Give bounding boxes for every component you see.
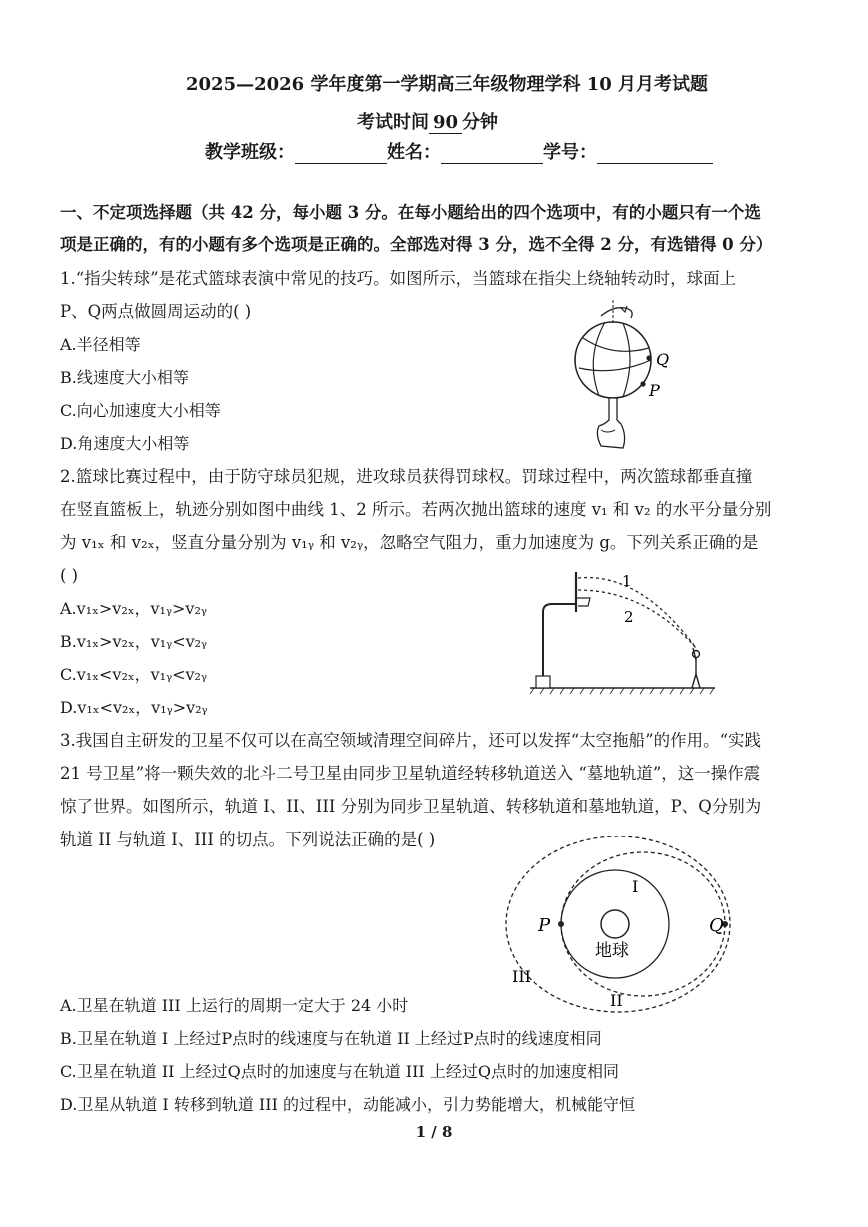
stand-base [536, 676, 550, 688]
stand-pole [543, 604, 576, 676]
class-label: 教学班级： [205, 142, 295, 163]
q3-orbit-figure [500, 836, 740, 1016]
point-p [558, 921, 564, 927]
q3-stem-line1: 3.我国自主研发的卫星不仅可以在高空领域清理空间碎片，还可以发挥“太空拖船”的作用。“实践 [60, 731, 762, 750]
q3-option-d[interactable]: D.卫星从轨道 I 转移到轨道 III 的过程中，动能减小，引力势能增大，机械能守恒 [60, 1095, 635, 1114]
trajectory-2 [578, 590, 696, 648]
section-intro-line2: 项是正确的，有的小题有多个选项是正确的。全部选对得 3 分，选不全得 2 分，有选错得 0 分） [60, 235, 773, 254]
hoop [576, 598, 590, 606]
q2-option-b[interactable]: B.v₁ₓ>v₂ₓ，v₁ᵧ<v₂ᵧ [60, 632, 208, 651]
q2-option-c[interactable]: C.v₁ₓ<v₂ₓ，v₁ᵧ<v₂ᵧ [60, 665, 207, 684]
time-suffix: 分钟 [462, 112, 499, 133]
basketball-icon [575, 322, 651, 398]
earth-label: 地球 [595, 941, 629, 961]
q2-stem-line1: 2.篮球比赛过程中，由于防守球员犯规，进攻球员获得罚球权。罚球过程中，两次篮球都垂直撞 [60, 467, 753, 486]
orbit-ii [561, 852, 725, 996]
time-value: 90 [429, 112, 462, 134]
q3-option-c[interactable]: C.卫星在轨道 II 上经过Q点时的加速度与在轨道 III 上经过Q点时的加速度相同 [60, 1062, 619, 1081]
q2-stem-line4: ( ) [60, 566, 79, 585]
curve-label-1: 1 [622, 572, 632, 590]
q1-option-d[interactable]: D.角速度大小相等 [60, 434, 190, 453]
name-blank[interactable] [441, 143, 543, 164]
fig-label-p: P [649, 381, 660, 400]
q3-stem-line2: 21 号卫星”将一颗失效的北斗二号卫星由同步卫星轨道经转移轨道送入 “墓地轨道”，这一操作震 [60, 764, 761, 783]
q3-stem-line4: 轨道 II 与轨道 I、III 的切点。下列说法正确的是( ) [60, 830, 436, 849]
q2-stem-line3: 为 v₁ₓ 和 v₂ₓ，竖直分量分别为 v₁ᵧ 和 v₂ᵧ，忽略空气阻力，重力加速度为 g。下列关系正确的是 [60, 533, 759, 552]
label-orbit-iii: III [512, 967, 531, 986]
player-icon [692, 648, 700, 688]
q3-option-b[interactable]: B.卫星在轨道 I 上经过P点时的线速度与在轨道 II 上经过P点时的线速度相同 [60, 1029, 602, 1048]
curve-label-2: 2 [624, 608, 634, 626]
q3-stem-line3: 惊了世界。如图所示，轨道 I、II、III 分别为同步卫星轨道、转移轨道和墓地轨道，P、Q分别为 [60, 797, 762, 816]
q1-option-a[interactable]: A.半径相等 [60, 335, 141, 354]
exam-title: 2025—2026 学年度第一学期高三年级物理学科 10 月月考试题 [186, 74, 709, 95]
name-label: 姓名： [387, 142, 441, 163]
trajectory-1 [578, 578, 696, 648]
fig-label-q: Q [656, 350, 670, 369]
rotation-arrow [601, 308, 632, 318]
class-blank[interactable] [295, 143, 387, 164]
q1-option-b[interactable]: B.线速度大小相等 [60, 368, 189, 387]
id-blank[interactable] [597, 143, 713, 164]
student-info [205, 142, 713, 164]
q2-freethrow-figure [530, 568, 720, 696]
hand-icon [597, 398, 624, 448]
q2-stem-line2: 在竖直篮板上，轨迹分别如图中曲线 1、2 所示。若两次抛出篮球的速度 v₁ 和 v₂ 的水平分量分别 [60, 500, 772, 519]
exam-time [357, 112, 498, 134]
page-number: 1 / 8 [415, 1123, 453, 1141]
q2-option-a[interactable]: A.v₁ₓ>v₂ₓ，v₁ᵧ>v₂ᵧ [60, 599, 207, 618]
label-orbit-ii: II [610, 991, 623, 1010]
label-q: Q [709, 915, 724, 936]
q1-stem-line2: P、Q两点做圆周运动的( ) [60, 302, 252, 321]
q1-basketball-figure [565, 298, 690, 458]
label-orbit-i: I [632, 877, 639, 896]
earth-icon [601, 910, 629, 938]
label-p: P [538, 915, 551, 936]
time-prefix: 考试时间 [357, 112, 429, 133]
id-label: 学号： [543, 142, 597, 163]
q1-option-c[interactable]: C.向心加速度大小相等 [60, 401, 221, 420]
q3-option-a[interactable]: A.卫星在轨道 III 上运行的周期一定大于 24 小时 [60, 996, 409, 1015]
q1-stem-line1: 1.“指尖转球”是花式篮球表演中常见的技巧。如图所示，当篮球在指尖上绕轴转动时，球面上 [60, 269, 737, 288]
q2-option-d[interactable]: D.v₁ₓ<v₂ₓ，v₁ᵧ>v₂ᵧ [60, 698, 208, 717]
section-intro-line1: 一、不定项选择题（共 42 分，每小题 3 分。在每小题给出的四个选项中，有的小题只有一个选 [60, 203, 761, 222]
